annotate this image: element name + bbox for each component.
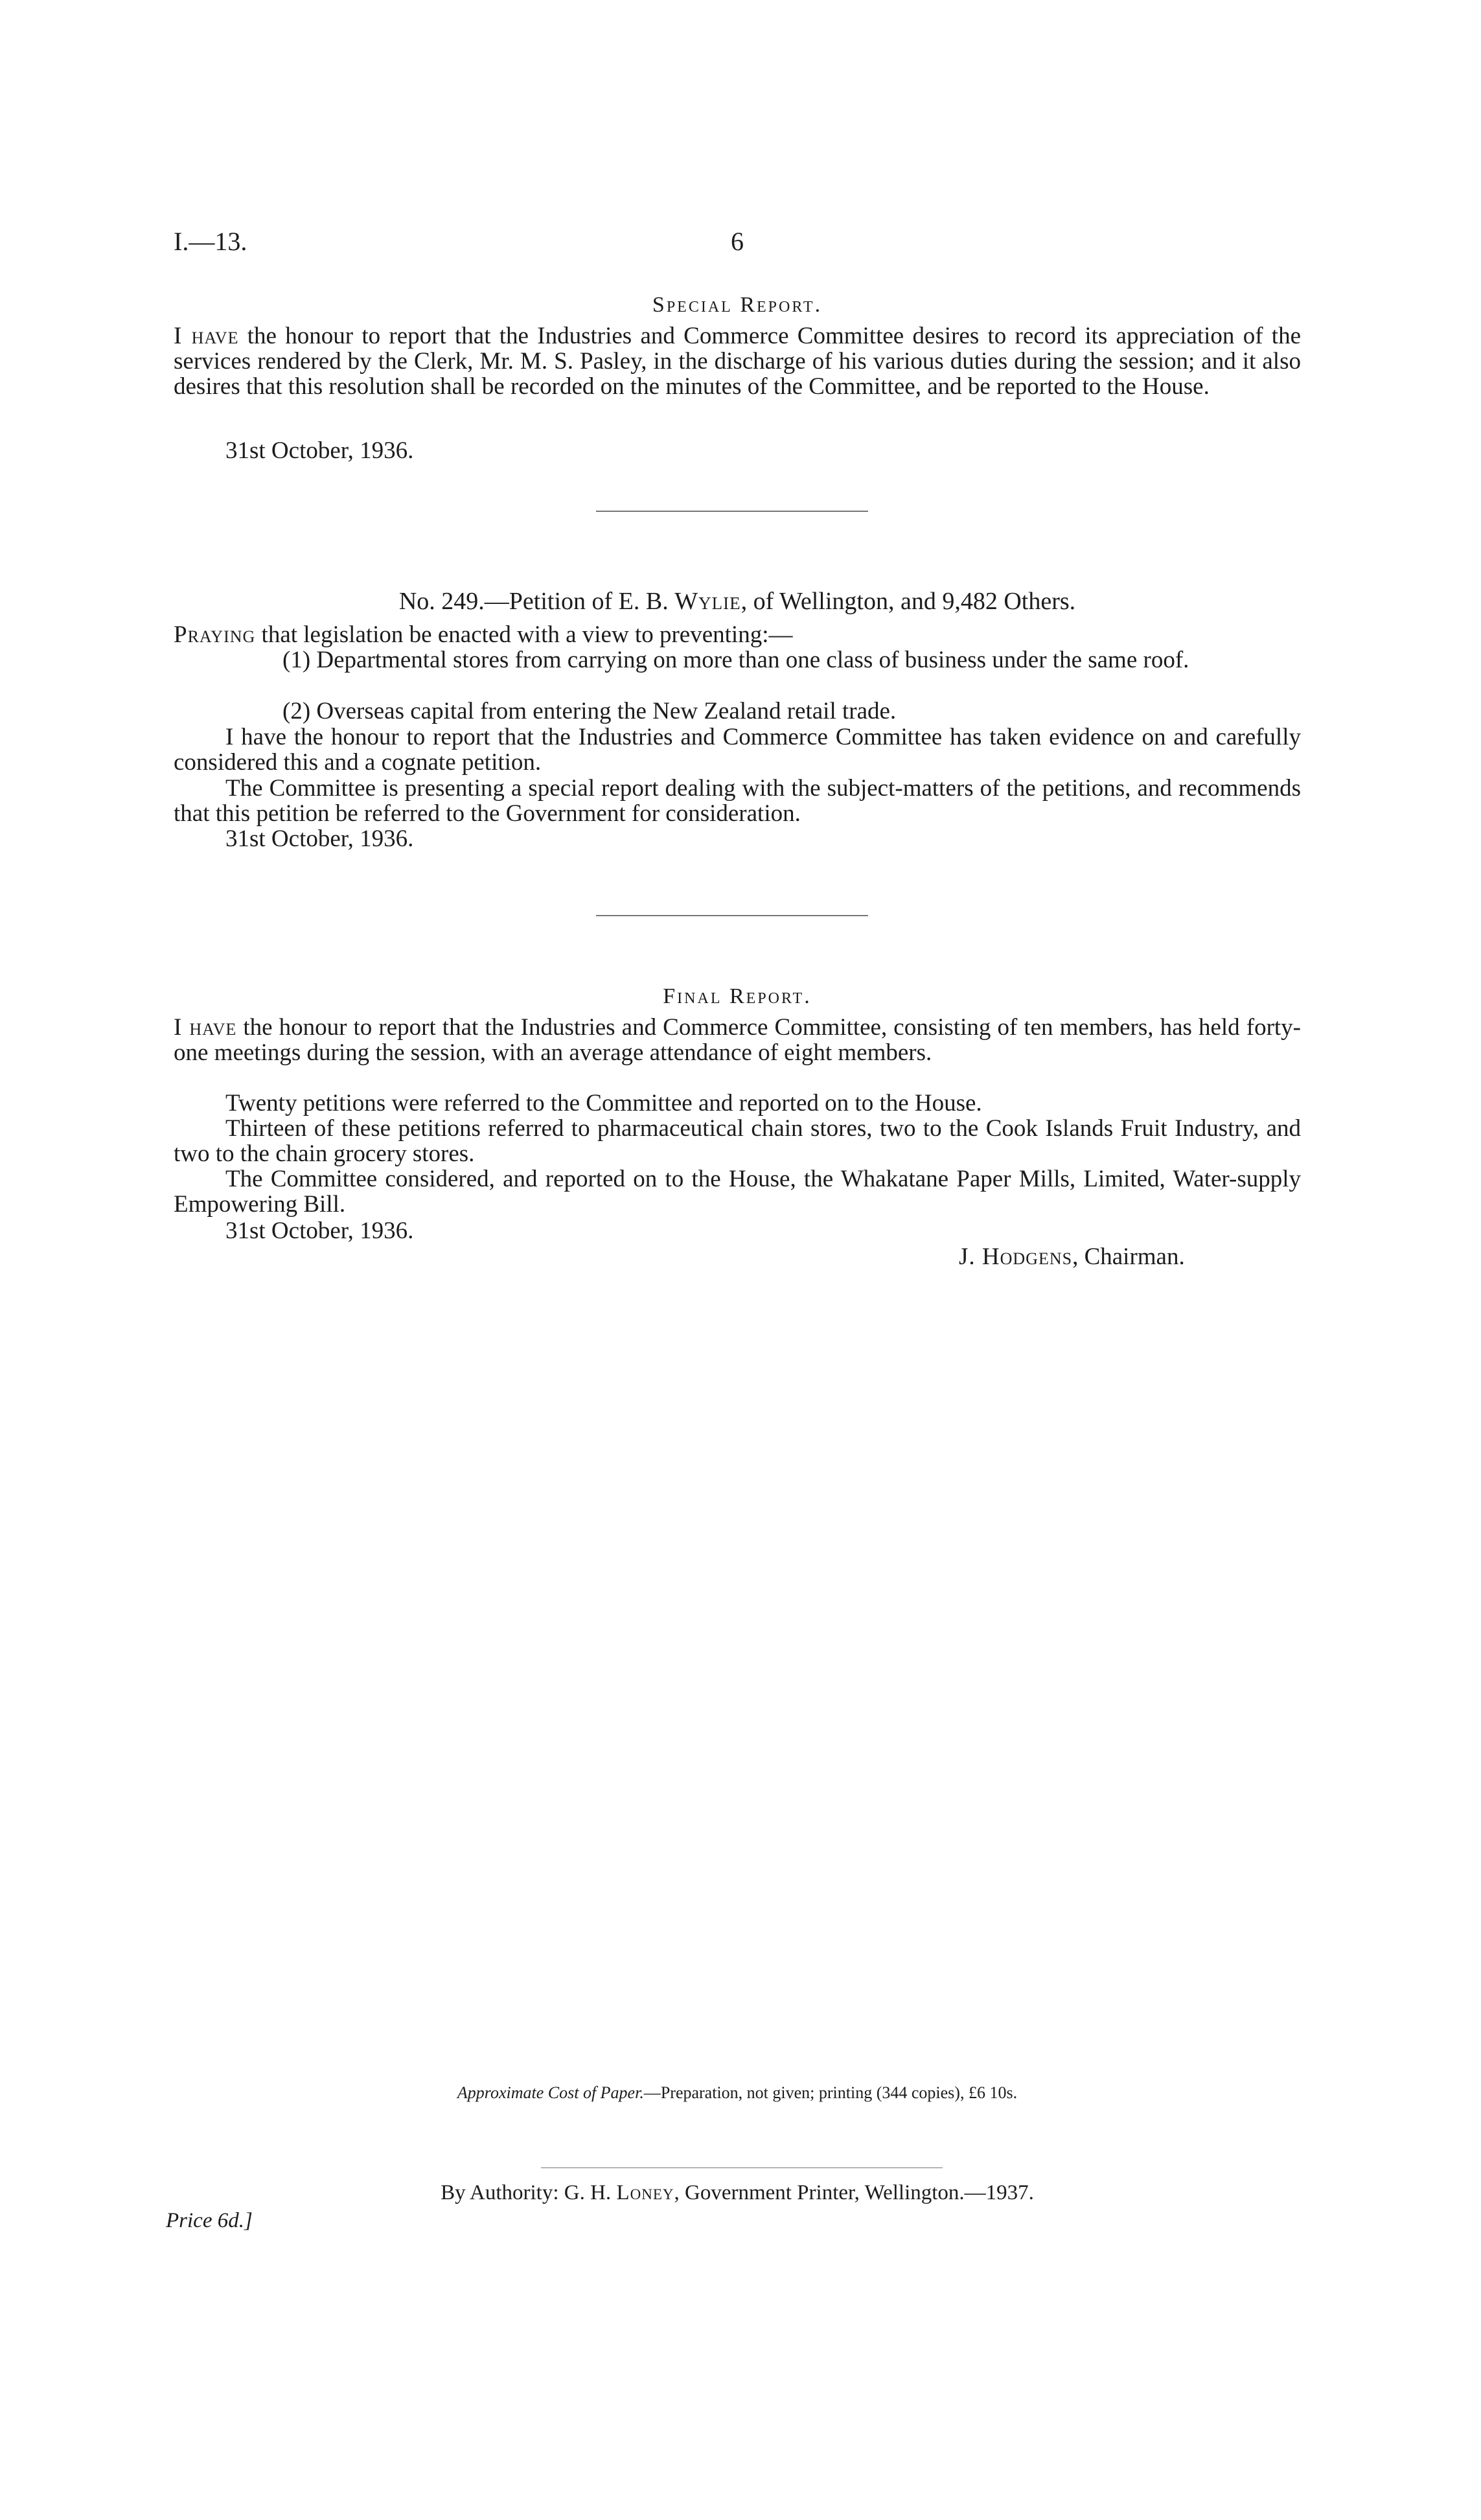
petition-item-1: (1) Departmental stores from carrying on more than one class of business under the same roof. bbox=[282, 647, 1189, 673]
final-report-lead: I have bbox=[174, 1014, 237, 1041]
special-report-date: 31st October, 1936. bbox=[225, 437, 414, 464]
petition-title bbox=[174, 589, 1301, 614]
petition-date: 31st October, 1936. bbox=[225, 826, 414, 852]
petition-title-start: No. 249.—Petition of E. B. bbox=[398, 588, 669, 615]
final-report-paragraph-1: Twenty petitions were referred to the Committee and reported on to the House. bbox=[225, 1090, 982, 1116]
petition-title-name: Wylie bbox=[674, 588, 741, 615]
printer-rest: , Government Printer, Wellington.—1937. bbox=[674, 2181, 1034, 2204]
final-report-date: 31st October, 1936. bbox=[225, 1218, 414, 1244]
special-report-text: the honour to report that the Industries and Commerce Committee desires to record its appreciation of the services rendered by the Clerk, Mr. M. S. Pasley, in the discharge of his various duties during the session; and it also desires that this resolution shall be recorded on the minutes of the Committee, and be reported to the House. bbox=[174, 323, 1301, 400]
cost-label: Approximate Cost of Paper. bbox=[457, 2083, 644, 2102]
cost-text: —Preparation, not given; printing (344 copies), £6 10s. bbox=[643, 2083, 1018, 2102]
authority-lead: By Authority: bbox=[441, 2181, 559, 2204]
footer-divider bbox=[541, 2167, 943, 2168]
page-number: 6 bbox=[731, 227, 744, 256]
authority-line bbox=[174, 2180, 1301, 2206]
signature-title: , Chairman. bbox=[1072, 1243, 1185, 1270]
printer-initials: G. H. bbox=[564, 2181, 612, 2204]
petition-praying-text: that legislation be enacted with a view to preventing:— bbox=[261, 621, 793, 648]
special-report-lead: I have bbox=[174, 323, 239, 349]
cost-of-paper bbox=[174, 2083, 1301, 2103]
signature-name: J. Hodgens bbox=[959, 1243, 1073, 1270]
special-report-title: Special Report. bbox=[652, 293, 823, 317]
final-report-paragraph-3: The Committee considered, and reported on to the House, the Whakatane Paper Mills, Limited, Water-supply Empowering Bill. bbox=[174, 1166, 1301, 1218]
petition-item-2: (2) Overseas capital from entering the New Zealand retail trade. bbox=[282, 698, 897, 724]
petition-paragraph-1: I have the honour to report that the Industries and Commerce Committee has taken evidence on and carefully considered this and a cognate petition. bbox=[174, 724, 1301, 776]
petition-praying-lead: Praying bbox=[174, 621, 256, 648]
final-report-first-paragraph bbox=[174, 1015, 1301, 1065]
special-report-body bbox=[174, 323, 1301, 399]
section-divider bbox=[596, 511, 868, 512]
final-report-signature bbox=[959, 1244, 1185, 1269]
section-divider bbox=[596, 915, 868, 916]
final-report-first-text: the honour to report that the Industries and Commerce Committee, consisting of ten members, has held forty-one meetings during the session, with an average attendance of eight members. bbox=[174, 1014, 1301, 1066]
price: Price 6d.] bbox=[166, 2209, 253, 2232]
printer-name: Loney bbox=[616, 2181, 674, 2204]
petition-title-end: , of Wellington, and 9,482 Others. bbox=[740, 588, 1076, 615]
paper-number: I.—13. bbox=[174, 227, 247, 256]
petition-paragraph-2: The Committee is presenting a special report dealing with the subject-matters of the petitions, and recommends that this petition be referred to the Government for consideration. bbox=[174, 775, 1301, 827]
final-report-title: Final Report. bbox=[663, 984, 812, 1008]
petition-praying bbox=[174, 622, 792, 647]
final-report-paragraph-2: Thirteen of these petitions referred to pharmaceutical chain stores, two to the Cook Islands Fruit Industry, and two to the chain grocery stores. bbox=[174, 1115, 1301, 1167]
